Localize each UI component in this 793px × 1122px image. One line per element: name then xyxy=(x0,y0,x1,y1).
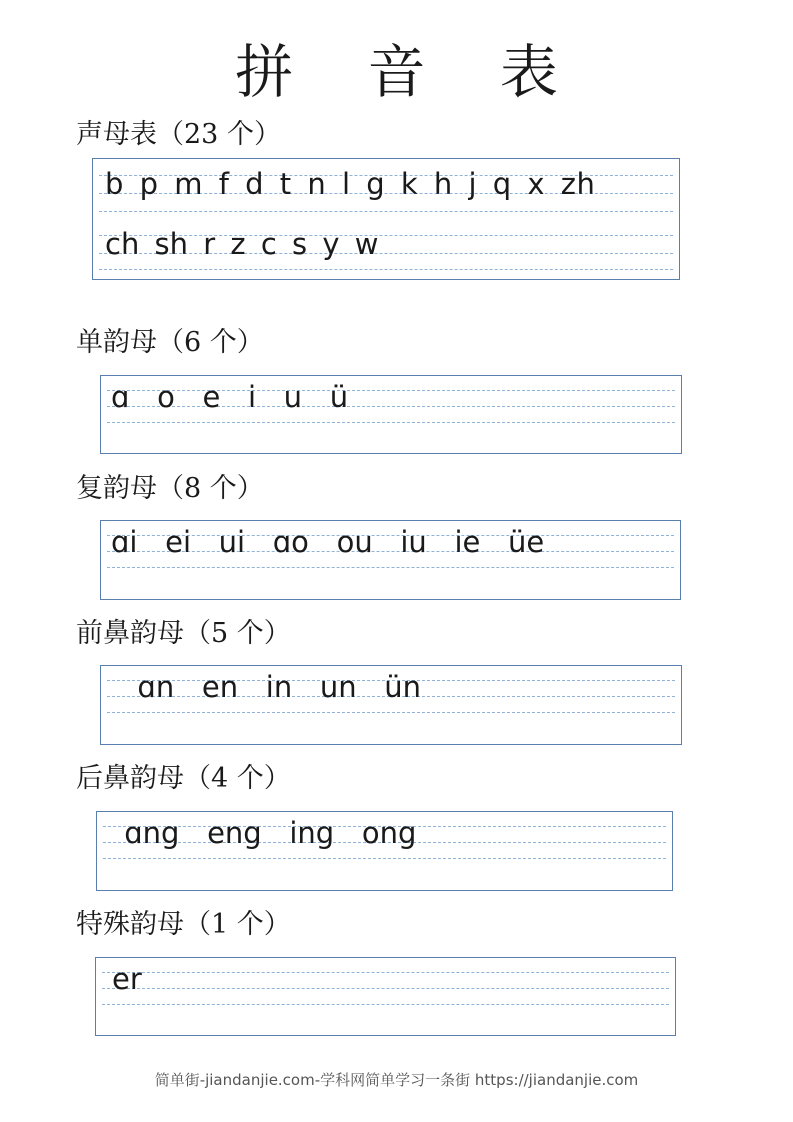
guide-line xyxy=(107,422,675,423)
guide-line xyxy=(107,567,674,568)
footer-watermark: 简单街-jiandanjie.com-学科网简单学习一条街 https://jiandanjie.com xyxy=(154,1071,639,1089)
section-heading-front-nasal-finals: 前鼻韵母（5 个） xyxy=(76,618,291,649)
guide-line xyxy=(102,1004,669,1005)
initials-row-2 xyxy=(93,221,679,281)
section-heading-special-final: 特殊韵母（1 个） xyxy=(76,909,291,940)
section-heading-back-nasal-finals: 后鼻韵母（4 个） xyxy=(76,763,291,794)
initials-box xyxy=(92,158,680,280)
pinyin-text: ɑn en in un ün xyxy=(119,670,422,704)
initials-row-1 xyxy=(93,159,679,219)
section-heading-compound-finals: 复韵母（8 个） xyxy=(76,473,264,504)
page-title: 拼 音 表 xyxy=(235,38,586,106)
pinyin-text: ɑi ei ui ɑo ou iu ie üe xyxy=(111,525,545,559)
compound-finals-box xyxy=(100,520,681,600)
guide-line xyxy=(99,211,673,212)
section-heading-initials: 声母表（23 个） xyxy=(76,119,281,150)
front-nasal-finals-box xyxy=(100,665,682,745)
special-final-box xyxy=(95,957,676,1036)
guide-line xyxy=(99,269,673,270)
pinyin-text: ɑ o e i u ü xyxy=(111,380,349,414)
back-nasal-finals-box xyxy=(96,811,673,891)
pinyin-text: b p m f d t n l g k h j q x zh xyxy=(105,167,596,201)
section-heading-simple-finals: 单韵母（6 个） xyxy=(76,327,264,358)
guide-line xyxy=(107,712,675,713)
pinyin-text: ch sh r z c s y w xyxy=(105,227,379,261)
pinyin-text: ɑng eng ing ong xyxy=(115,816,417,850)
guide-line xyxy=(103,858,666,859)
simple-finals-box xyxy=(100,375,682,454)
pinyin-text: er xyxy=(112,962,142,996)
